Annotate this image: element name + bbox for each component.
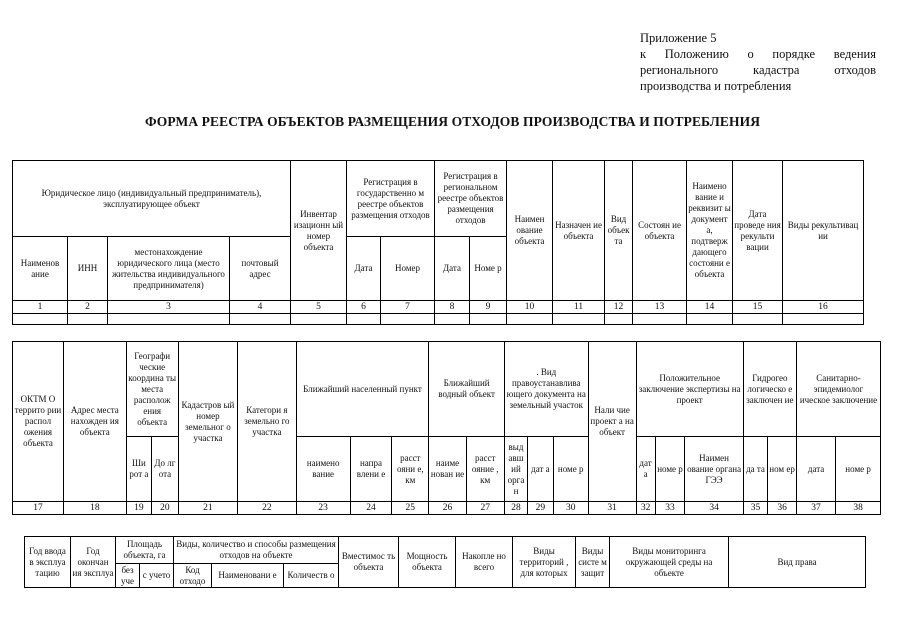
- appendix-note: [640, 30, 876, 94]
- area-with-header: с учето: [140, 564, 174, 588]
- empty-cell[interactable]: [733, 314, 783, 325]
- column-number: 8: [435, 301, 470, 314]
- hydro-number-header: ном ер: [768, 437, 797, 502]
- accumulated-header: Накопле но всего: [456, 537, 513, 588]
- inventory-number-header: Инвентар изационн ый номер объекта: [291, 161, 347, 301]
- expertise-number-header: номе р: [655, 437, 685, 502]
- column-number: 30: [553, 502, 588, 515]
- year-ended-header: Год окончан ия эксплуа: [71, 537, 116, 588]
- registry-table-part-2: [12, 341, 881, 515]
- column-number: 26: [429, 502, 466, 515]
- column-number: 22: [238, 502, 296, 515]
- column-number: 24: [350, 502, 391, 515]
- settlement-direction-header: напра влени е: [350, 437, 391, 502]
- sanitary-header: Санитарно- эпидемиолог ическое заключение: [796, 342, 880, 437]
- latitude-header: Ши рот а: [126, 437, 151, 502]
- object-purpose-header: Назначен ие объекта: [553, 161, 605, 301]
- column-number: 20: [152, 502, 179, 515]
- legal-entity-header: Юридическое лицо (индивидуальный предприниматель), эксплуатирующее объект: [13, 161, 291, 237]
- column-number: 7: [381, 301, 435, 314]
- column-number: 21: [178, 502, 237, 515]
- object-name-header: Наимен ование объекта: [507, 161, 553, 301]
- title-document-label: правоустанавлива ющего документа на земельный участок: [506, 378, 586, 410]
- nearest-settlement-header: Ближайший населенный пункт: [296, 342, 429, 437]
- territories-header: Виды территорий , для которых: [513, 537, 576, 588]
- column-number: 32: [636, 502, 655, 515]
- right-type-header: Вид права: [729, 537, 866, 588]
- object-type-header: Вид объек та: [605, 161, 633, 301]
- column-number: 33: [655, 502, 685, 515]
- empty-cell[interactable]: [633, 314, 687, 325]
- column-number: 18: [63, 502, 126, 515]
- condition-document-header: Наимено вание и реквизит ы документ а, подтверж дающего состояни е объекта: [687, 161, 733, 301]
- column-number: 16: [783, 301, 864, 314]
- column-number: 23: [296, 502, 350, 515]
- hydro-date-header: да та: [743, 437, 767, 502]
- appendix-line-2: к Положению о порядке ведения: [640, 47, 876, 61]
- column-number: 12: [605, 301, 633, 314]
- column-number: 11: [553, 301, 605, 314]
- appendix-line-3: регионального кадастра отходов: [640, 63, 876, 77]
- sanitary-number-header: номе р: [836, 437, 881, 502]
- column-numbers-row: [13, 502, 881, 515]
- protection-systems-header: Виды систе м защит: [576, 537, 610, 588]
- empty-cell[interactable]: [291, 314, 347, 325]
- cadastral-number-header: Кадастров ый номер земельног о участка: [178, 342, 237, 502]
- column-number: 6: [347, 301, 381, 314]
- empty-cell[interactable]: [347, 314, 381, 325]
- registry-table-part-3: [24, 536, 866, 588]
- column-number: 13: [633, 301, 687, 314]
- project-availability-header: Нали чие проект а на объект: [588, 342, 636, 502]
- hydrogeology-header: Гидрогео логическо е заключен ие: [743, 342, 796, 437]
- column-number: 1: [13, 301, 68, 314]
- water-distance-header: расст ояние , км: [466, 437, 504, 502]
- longitude-header: До лг ота: [152, 437, 179, 502]
- postal-address-header: почтовый адрес: [230, 237, 291, 301]
- entity-location-header: местонахождение юридического лица (место жительства индивидуального предпринимателя): [108, 237, 230, 301]
- column-number: 17: [13, 502, 64, 515]
- expertise-organ-header: Наимен ование органа ГЭЭ: [685, 437, 743, 502]
- state-registration-header: Регистрация в государственно м реестре объектов размещения отходов: [347, 161, 435, 237]
- column-number: 38: [836, 502, 881, 515]
- empty-cell[interactable]: [470, 314, 507, 325]
- column-number: 29: [528, 502, 553, 515]
- land-category-header: Категори я земельно го участка: [238, 342, 296, 502]
- registry-table-part-1: [12, 160, 864, 325]
- empty-cell[interactable]: [68, 314, 108, 325]
- settlement-name-header: наимено вание: [296, 437, 350, 502]
- column-number: 4: [230, 301, 291, 314]
- column-numbers-row: [13, 301, 864, 314]
- nearest-water-header: Ближайший водный объект: [429, 342, 504, 437]
- water-name-header: наиме нован ие: [429, 437, 466, 502]
- document-issuer-header: выд авш ий орга н: [504, 437, 527, 502]
- column-number: 14: [687, 301, 733, 314]
- regional-registration-header: Регистрация в региональном реестре объектов размещения отходов: [435, 161, 507, 237]
- sanitary-date-header: дата: [796, 437, 835, 502]
- column-number: 31: [588, 502, 636, 515]
- regional-reg-date-header: Дата: [435, 237, 470, 301]
- column-number: 35: [743, 502, 767, 515]
- object-address-header: Адрес места нахожден ия объекта: [63, 342, 126, 502]
- area-without-header: без уче: [116, 564, 140, 588]
- column-number: 34: [685, 502, 743, 515]
- empty-cell[interactable]: [108, 314, 230, 325]
- empty-cell[interactable]: [381, 314, 435, 325]
- object-condition-header: Состоян ие объекта: [633, 161, 687, 301]
- year-commissioned-header: Год ввода в эксплуа тацию: [25, 537, 71, 588]
- empty-cell[interactable]: [783, 314, 864, 325]
- column-number: 10: [507, 301, 553, 314]
- waste-code-header: Код отходо: [174, 564, 212, 588]
- empty-cell[interactable]: [605, 314, 633, 325]
- capacity-header: Вместимос ть объекта: [339, 537, 399, 588]
- waste-types-header: Виды, количество и способы размещения отходов на объекте: [174, 537, 339, 564]
- appendix-line-1: Приложение 5: [640, 31, 717, 45]
- expertise-date-header: дат а: [636, 437, 655, 502]
- column-number: 15: [733, 301, 783, 314]
- title-document-type-label: . Вид: [536, 367, 557, 377]
- column-number: 3: [108, 301, 230, 314]
- recultivation-date-header: Дата проведе ния рекульти вации: [733, 161, 783, 301]
- column-number: 37: [796, 502, 835, 515]
- settlement-distance-header: расст ояни е, км: [392, 437, 429, 502]
- recultivation-types-header: Виды рекультивац ии: [783, 161, 864, 301]
- document-number-header: номе р: [553, 437, 588, 502]
- empty-cell[interactable]: [13, 314, 68, 325]
- column-number: 9: [470, 301, 507, 314]
- regional-reg-number-header: Номе р: [470, 237, 507, 301]
- column-number: 2: [68, 301, 108, 314]
- document-date-header: дат а: [528, 437, 553, 502]
- empty-cell[interactable]: [507, 314, 553, 325]
- empty-cell[interactable]: [553, 314, 605, 325]
- geo-coordinates-header: Географи ческие координа ты места располож ения объекта: [126, 342, 178, 437]
- entity-name-header: Наименов ание: [13, 237, 68, 301]
- waste-quantity-header: Количеств о: [284, 564, 339, 588]
- column-number: 25: [392, 502, 429, 515]
- empty-cell[interactable]: [435, 314, 470, 325]
- waste-name-header: Наименовани е: [212, 564, 284, 588]
- column-number: 36: [768, 502, 797, 515]
- expertise-header: Положительное заключение экспертизы на проект: [636, 342, 743, 437]
- power-header: Мощность объекта: [399, 537, 456, 588]
- column-number: 27: [466, 502, 504, 515]
- column-number: 19: [126, 502, 151, 515]
- empty-cell[interactable]: [687, 314, 733, 325]
- object-area-header: Площадь объекта, га: [116, 537, 174, 564]
- form-title: ФОРМА РЕЕСТРА ОБЪЕКТОВ РАЗМЕЩЕНИЯ ОТХОДОВ ПРОИЗВОДСТВА И ПОТРЕБЛЕНИЯ: [144, 114, 761, 129]
- state-reg-number-header: Номер: [381, 237, 435, 301]
- column-number: 28: [504, 502, 527, 515]
- title-document-header: [504, 342, 588, 437]
- inn-header: ИНН: [68, 237, 108, 301]
- empty-cell[interactable]: [230, 314, 291, 325]
- oktmo-header: ОКТМ О террито рии распол ожения объекта: [13, 342, 64, 502]
- column-number: 5: [291, 301, 347, 314]
- monitoring-header: Виды мониторинга окружающей среды на объекте: [610, 537, 729, 588]
- blank-data-row: [13, 314, 864, 325]
- appendix-line-4: производства и потребления: [640, 79, 792, 93]
- state-reg-date-header: Дата: [347, 237, 381, 301]
